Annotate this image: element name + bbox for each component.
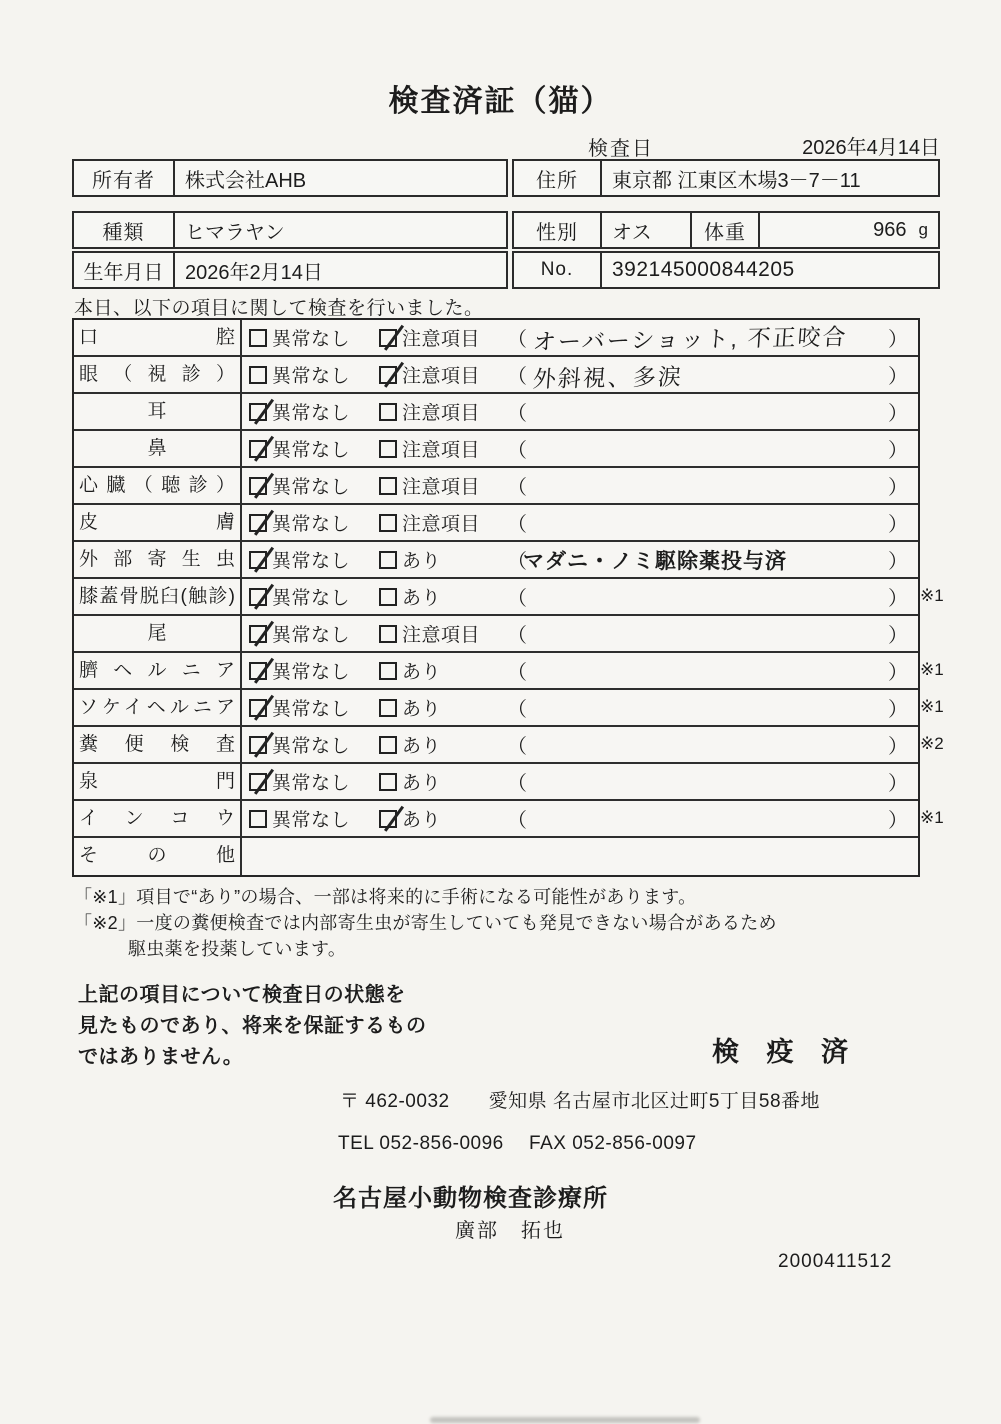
document-title: 検査済証（猫）	[388, 85, 613, 118]
footnote-marker: ※1	[920, 660, 944, 679]
address-label: 住所	[514, 161, 602, 195]
owner-label: 所有者	[74, 161, 175, 195]
checkbox-attention-label: あり	[402, 551, 442, 572]
item-value-handwritten: オーバーショット, 不正咬合	[532, 323, 849, 356]
option-attention	[379, 694, 505, 721]
paren-open: （	[507, 773, 527, 795]
checkbox-attention-label: 注意項目	[402, 403, 481, 424]
paren-open: （	[507, 662, 527, 684]
checklist-row-umbilical-hernia	[74, 653, 944, 690]
clinic-name: 名古屋小動物検査診療所	[333, 1185, 608, 1212]
item-label: 耳	[74, 394, 242, 429]
checkbox-attention	[379, 366, 397, 384]
item-label: そ の 他	[74, 838, 242, 875]
checkbox-normal-label: 異常なし	[272, 366, 351, 387]
checklist-row-inguinal-hernia	[74, 690, 944, 727]
item-label: 皮 膚	[74, 505, 242, 540]
checkbox-normal	[249, 773, 267, 791]
checkbox-attention	[379, 588, 397, 606]
checkbox-attention-label: あり	[402, 662, 442, 683]
paren-close: ）	[888, 329, 908, 351]
item-label: 臍 ヘ ル ニ ア	[74, 653, 242, 688]
footnote-marker: ※2	[920, 734, 944, 753]
option-normal	[249, 472, 379, 499]
inspection-date-label: 検査日	[588, 138, 654, 160]
veterinarian-name: 廣部 拓也	[455, 1220, 565, 1242]
checkbox-normal-label: 異常なし	[272, 588, 351, 609]
clinic-address: 〒 462-0032 愛知県 名古屋市北区辻町5丁目58番地	[340, 1091, 821, 1112]
checkbox-attention	[379, 440, 397, 458]
paren-open: （	[507, 588, 527, 610]
checkbox-normal-label: 異常なし	[272, 514, 351, 535]
checkbox-attention	[379, 329, 397, 347]
checkbox-normal-label: 異常なし	[272, 662, 351, 683]
paren-open: （	[507, 440, 527, 462]
checkbox-normal	[249, 366, 267, 384]
paren-close: ）	[888, 662, 908, 684]
footnote-marker: ※1	[920, 586, 944, 605]
inspection-date-value: 2026年4月14日	[802, 137, 940, 159]
checkbox-attention	[379, 625, 397, 643]
checklist-row-skin	[74, 505, 918, 542]
checkbox-normal-label: 異常なし	[272, 625, 351, 646]
option-attention	[379, 324, 505, 351]
paren-open: （	[507, 366, 527, 388]
checkbox-normal-label: 異常なし	[272, 699, 351, 720]
checkbox-attention	[379, 551, 397, 569]
checkbox-attention-label: あり	[402, 699, 442, 720]
checklist-row-mouth	[74, 320, 918, 357]
scan-smudge	[430, 1417, 700, 1423]
paren-close: ）	[888, 699, 908, 721]
checklist-row-patella	[74, 579, 944, 616]
paren-close: ）	[888, 551, 908, 573]
paren-close: ）	[888, 403, 908, 425]
disclaimer-text	[78, 980, 427, 1073]
checkbox-normal	[249, 329, 267, 347]
item-label: 鼻	[74, 431, 242, 466]
paren-close: ）	[888, 477, 908, 499]
checkbox-normal-label: 異常なし	[272, 773, 351, 794]
sex-weight-box	[512, 211, 940, 249]
disclaimer-line-3: ではありません。	[78, 1046, 244, 1068]
option-normal	[249, 546, 379, 573]
option-attention	[379, 472, 505, 499]
checkbox-attention-label: 注意項目	[402, 366, 481, 387]
sex-value: オス	[602, 213, 692, 247]
paren-close: ）	[888, 588, 908, 610]
checkbox-normal	[249, 662, 267, 680]
paren-close: ）	[888, 366, 908, 388]
option-normal	[249, 583, 379, 610]
option-attention	[379, 657, 505, 684]
option-normal	[249, 398, 379, 425]
paren-open: （	[507, 514, 527, 536]
clinic-tel-fax: TEL 052-856-0096 FAX 052-856-0097	[338, 1133, 697, 1154]
item-label: 泉 門	[74, 764, 242, 799]
item-label: 外 部 寄 生 虫	[74, 542, 242, 577]
breed-label: 種類	[74, 213, 175, 247]
paren-close: ）	[888, 810, 908, 832]
checkbox-attention-label: 注意項目	[402, 514, 481, 535]
item-value-printed: マダニ・ノミ駆除薬投与済	[523, 549, 787, 573]
checkbox-normal	[249, 440, 267, 458]
option-normal	[249, 731, 379, 758]
paren-open: （	[507, 329, 527, 351]
checkbox-attention-label: 注意項目	[402, 477, 481, 498]
sex-label: 性別	[514, 213, 602, 247]
checkbox-attention-label: 注意項目	[402, 440, 481, 461]
option-attention	[379, 546, 505, 573]
item-label: 糞 便 検 査	[74, 727, 242, 762]
item-label: イ ン コ ウ	[74, 801, 242, 836]
paren-close: ）	[888, 514, 908, 536]
weight-unit: g	[918, 220, 928, 239]
option-attention	[379, 731, 505, 758]
address-box	[512, 159, 940, 197]
option-attention	[379, 509, 505, 536]
option-attention	[379, 583, 505, 610]
checkbox-normal	[249, 625, 267, 643]
option-normal	[249, 805, 379, 832]
address-value: 東京都 江東区木場3－7－11	[612, 169, 861, 192]
checkbox-attention	[379, 662, 397, 680]
disclaimer-line-1: 上記の項目について検査日の状態を	[78, 984, 406, 1006]
checklist-row-nose	[74, 431, 918, 468]
checkbox-normal	[249, 588, 267, 606]
paren-open: （	[507, 810, 527, 832]
paren-close: ）	[888, 736, 908, 758]
checkbox-attention	[379, 699, 397, 717]
paren-open: （	[507, 551, 527, 573]
checkbox-attention-label: 注意項目	[402, 625, 481, 646]
checkbox-attention-label: あり	[402, 773, 442, 794]
owner-box	[72, 159, 508, 197]
checklist-row-fecal-exam	[74, 727, 944, 764]
footnote-1: 「※1」項目で“あり”の場合、一部は将来的に手術になる可能性があります。	[74, 887, 697, 907]
owner-value: 株式会社AHB	[185, 169, 307, 192]
number-value: 392145000844205	[612, 258, 795, 281]
weight-value: 966	[873, 218, 907, 241]
checklist-row-other	[74, 838, 918, 875]
option-normal	[249, 509, 379, 536]
disclaimer-line-2: 見たものであり、将来を保証するもの	[78, 1015, 427, 1037]
option-normal	[249, 435, 379, 462]
checkbox-normal-label: 異常なし	[272, 403, 351, 424]
weight-label: 体重	[692, 213, 760, 247]
checkbox-attention	[379, 514, 397, 532]
option-attention	[379, 361, 505, 388]
item-label: 膝蓋骨脱臼(触診)	[74, 579, 242, 614]
birth-value: 2026年2月14日	[185, 261, 323, 284]
checkbox-attention-label: あり	[402, 588, 442, 609]
checklist-row-inkou	[74, 801, 944, 838]
checkbox-attention	[379, 403, 397, 421]
checkbox-attention	[379, 736, 397, 754]
footnote-2-line1: 「※2」一度の糞便検査では内部寄生虫が寄生していても発見できない場合があるため	[74, 913, 777, 933]
item-label: 口 腔	[74, 320, 242, 355]
item-label: 心 臓 （ 聴 診 ）	[74, 468, 242, 503]
birth-box	[72, 251, 508, 289]
paren-open: （	[507, 625, 527, 647]
checklist-row-external-parasites	[74, 542, 918, 579]
checklist-table	[72, 318, 944, 877]
paren-open: （	[507, 403, 527, 425]
checkbox-attention-label: 注意項目	[402, 329, 481, 350]
paren-close: ）	[888, 773, 908, 795]
checkbox-normal	[249, 477, 267, 495]
option-normal	[249, 361, 379, 388]
quarantine-stamp-text: 検 疫 済	[712, 1037, 859, 1067]
option-normal	[249, 768, 379, 795]
item-label: ソケイヘルニア	[74, 690, 242, 725]
number-box	[512, 251, 940, 289]
paren-close: ）	[888, 440, 908, 462]
item-label: 眼 （ 視 診 ）	[74, 357, 242, 392]
checklist-row-tail	[74, 616, 918, 653]
checkbox-normal-label: 異常なし	[272, 810, 351, 831]
footnote-marker: ※1	[920, 808, 944, 827]
checklist-row-eyes	[74, 357, 918, 394]
option-attention	[379, 768, 505, 795]
item-label: 尾	[74, 616, 242, 651]
option-attention	[379, 805, 505, 832]
checkbox-normal	[249, 551, 267, 569]
option-attention	[379, 398, 505, 425]
checkbox-normal-label: 異常なし	[272, 477, 351, 498]
checkbox-attention	[379, 810, 397, 828]
checkbox-normal	[249, 736, 267, 754]
birth-label: 生年月日	[74, 253, 175, 287]
checkbox-normal	[249, 514, 267, 532]
other-empty-area	[242, 838, 918, 875]
paren-open: （	[507, 477, 527, 499]
breed-box	[72, 211, 508, 249]
option-attention	[379, 435, 505, 462]
item-value-handwritten: 外斜視、多涙	[532, 363, 684, 393]
checkbox-attention-label: あり	[402, 736, 442, 757]
paren-open: （	[507, 699, 527, 721]
checkbox-normal-label: 異常なし	[272, 736, 351, 757]
checklist-row-heart	[74, 468, 918, 505]
footnote-2-line2: 駆虫薬を投薬しています。	[128, 939, 347, 959]
checkbox-normal-label: 異常なし	[272, 551, 351, 572]
checkbox-normal	[249, 699, 267, 717]
option-attention	[379, 620, 505, 647]
option-normal	[249, 324, 379, 351]
footnote-marker: ※1	[920, 697, 944, 716]
option-normal	[249, 657, 379, 684]
paren-open: （	[507, 736, 527, 758]
intro-text: 本日、以下の項目に関して検査を行いました。	[74, 298, 484, 319]
paren-close: ）	[888, 625, 908, 647]
option-normal	[249, 620, 379, 647]
checkbox-attention	[379, 773, 397, 791]
breed-value: ヒマラヤン	[185, 221, 285, 244]
serial-number: 2000411512	[778, 1251, 893, 1272]
checkbox-attention-label: あり	[402, 810, 442, 831]
checklist-row-ears	[74, 394, 918, 431]
checkbox-normal-label: 異常なし	[272, 329, 351, 350]
number-label: No.	[514, 253, 602, 287]
checkbox-normal	[249, 810, 267, 828]
checklist-row-fontanelle	[74, 764, 918, 801]
checkbox-normal	[249, 403, 267, 421]
option-normal	[249, 694, 379, 721]
checkbox-attention	[379, 477, 397, 495]
checkbox-normal-label: 異常なし	[272, 440, 351, 461]
